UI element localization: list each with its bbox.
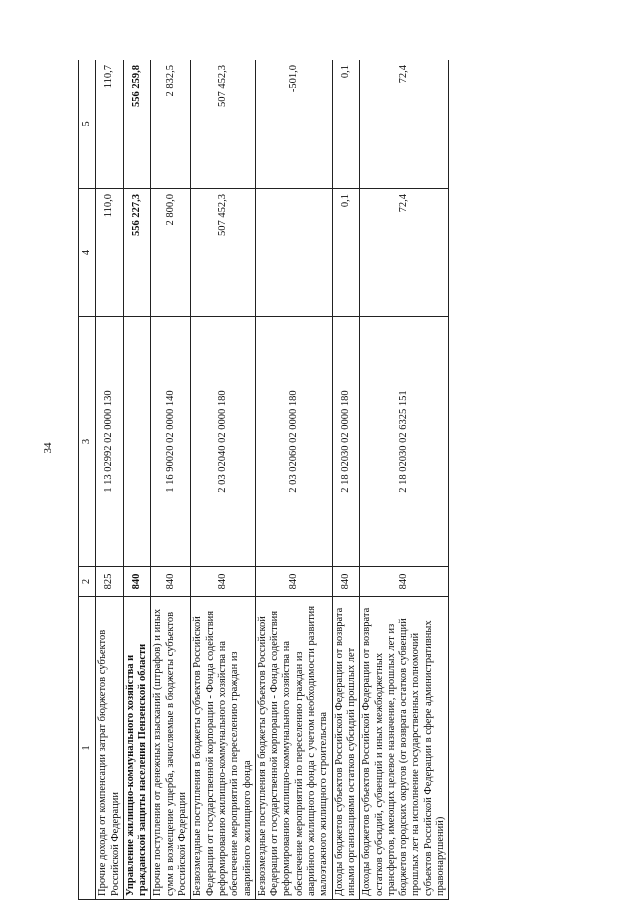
row-kbk-code bbox=[123, 317, 151, 567]
table-row bbox=[191, 60, 255, 900]
table-row bbox=[360, 60, 449, 900]
row-admin-code: 840 bbox=[255, 567, 332, 597]
row-plan-value: 72,4 bbox=[360, 189, 449, 317]
table-row bbox=[255, 60, 332, 900]
row-name: Прочие доходы от компенсации затрат бюджетов субъектов Российской Федерации bbox=[96, 597, 124, 900]
row-plan-value: 556 227,3 bbox=[123, 189, 151, 317]
row-admin-code: 840 bbox=[123, 567, 151, 597]
row-fact-value: -501,0 bbox=[255, 60, 332, 189]
row-plan-value bbox=[255, 189, 332, 317]
header-col-1: 1 bbox=[79, 597, 96, 900]
row-plan-value: 0,1 bbox=[332, 189, 360, 317]
header-col-4: 4 bbox=[79, 189, 96, 317]
row-plan-value: 110,0 bbox=[96, 189, 124, 317]
row-kbk-code: 2 18 02030 02 0000 180 bbox=[332, 317, 360, 567]
row-kbk-code: 1 13 02992 02 0000 130 bbox=[96, 317, 124, 567]
row-admin-code: 840 bbox=[360, 567, 449, 597]
page-number: 34 bbox=[42, 442, 54, 454]
table-row bbox=[151, 60, 191, 900]
row-name: Управление жилищно-коммунального хозяйства и гражданской защиты населения Пензенской области bbox=[123, 597, 151, 900]
header-col-5: 5 bbox=[79, 60, 96, 189]
row-fact-value: 72,4 bbox=[360, 60, 449, 189]
revenue-table bbox=[78, 60, 449, 900]
row-fact-value: 2 832,5 bbox=[151, 60, 191, 189]
row-name: Безвозмездные поступления в бюджеты субъектов Российской Федерации от государственной корпорации - Фонда содействия реформированию жилищно-коммунального хозяйства на обеспечение мероприятий по переселению граждан из аварийного жилищного фонда bbox=[191, 597, 255, 900]
table-row bbox=[96, 60, 124, 900]
row-fact-value: 507 452,3 bbox=[191, 60, 255, 189]
row-plan-value: 507 452,3 bbox=[191, 189, 255, 317]
header-col-2: 2 bbox=[79, 567, 96, 597]
row-admin-code: 840 bbox=[191, 567, 255, 597]
rotated-table-frame bbox=[78, 60, 493, 900]
row-plan-value: 2 800,0 bbox=[151, 189, 191, 317]
row-name: Прочие поступления от денежных взысканий (штрафов) и иных сумм в возмещение ущерба, зачисляемые в бюджеты субъектов Российской Федерации bbox=[151, 597, 191, 900]
row-admin-code: 840 bbox=[151, 567, 191, 597]
row-kbk-code: 2 18 02030 02 6325 151 bbox=[360, 317, 449, 567]
row-name: Доходы бюджетов субъектов Российской Федерации от возврата иными организациями остатков субсидий прошлых лет bbox=[332, 597, 360, 900]
row-fact-value: 110,7 bbox=[96, 60, 124, 189]
row-admin-code: 840 bbox=[332, 567, 360, 597]
row-fact-value: 0,1 bbox=[332, 60, 360, 189]
row-admin-code: 825 bbox=[96, 567, 124, 597]
row-name: Доходы бюджетов субъектов Российской Федерации от возврата остатков субсидий, субвенций и иных межбюджетных трансфертов, имеющих целевое назначение, прошлых лет из бюджетов городских округов (от возврата остатков субвенций прошлых лет на исполнение государственных полномочий субъектов Российской Федерации в сфере административных правонарушений) bbox=[360, 597, 449, 900]
table-row bbox=[332, 60, 360, 900]
header-col-3: 3 bbox=[79, 317, 96, 567]
row-kbk-code: 2 03 02060 02 0000 180 bbox=[255, 317, 332, 567]
row-kbk-code: 1 16 90020 02 0000 140 bbox=[151, 317, 191, 567]
table-row bbox=[123, 60, 151, 900]
row-fact-value: 556 259,8 bbox=[123, 60, 151, 189]
row-name: Безвозмездные поступления в бюджеты субъектов Российской Федерации от государственной корпорации - Фонда содействия реформированию жилищно-коммунального хозяйства на обеспечение мероприятий по переселению граждан из аварийного жилищного фонда с учетом необходимости развития малоэтажного жилищного строительства bbox=[255, 597, 332, 900]
table-header-row bbox=[79, 60, 96, 900]
table-rotator bbox=[78, 60, 493, 900]
row-kbk-code: 2 03 02040 02 0000 180 bbox=[191, 317, 255, 567]
